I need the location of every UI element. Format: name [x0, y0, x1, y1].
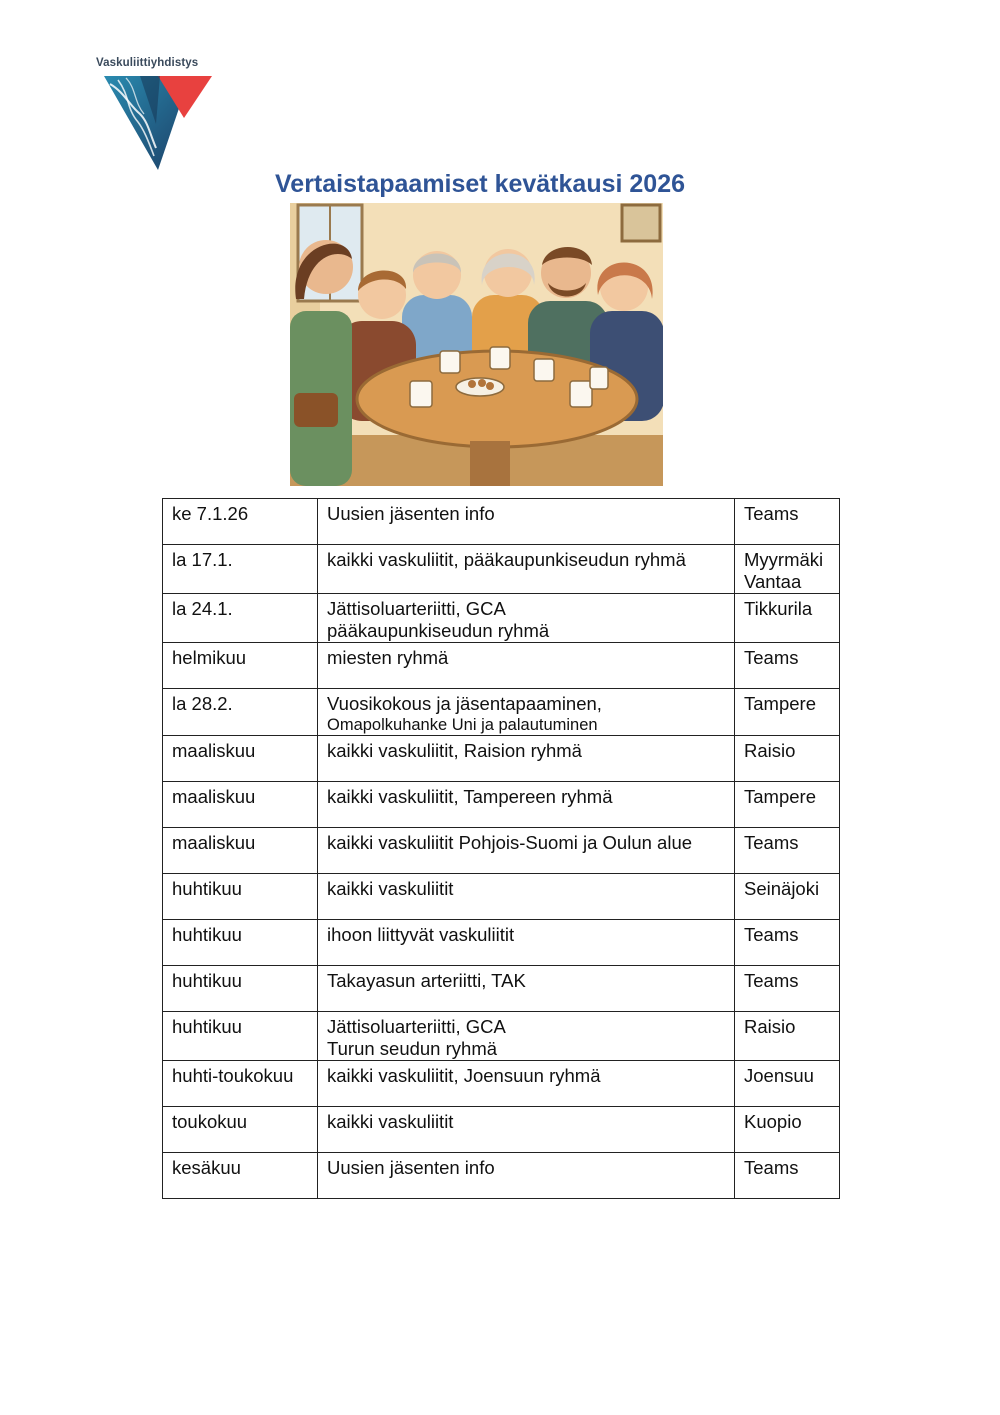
location-line: Joensuu	[744, 1065, 814, 1086]
location-line: Tikkurila	[744, 598, 813, 619]
description-line: Vuosikokous ja jäsentapaaminen,	[327, 693, 602, 714]
description-line: Turun seudun ryhmä	[327, 1038, 498, 1059]
page-title: Vertaistapaamiset kevätkausi 2026	[275, 170, 685, 198]
description-line: kaikki vaskuliitit Pohjois-Suomi ja Oulun alue	[327, 832, 693, 853]
table-row	[163, 1153, 840, 1199]
location-line: Vantaa	[744, 571, 802, 592]
description-line: kaikki vaskuliitit, Joensuun ryhmä	[327, 1065, 601, 1086]
table-row	[163, 594, 840, 643]
description-cell	[318, 689, 735, 736]
location-line: Tampere	[744, 786, 816, 807]
location-cell	[735, 920, 840, 966]
location-cell	[735, 1107, 840, 1153]
date-cell: maaliskuu	[163, 828, 318, 874]
location-line: Tampere	[744, 693, 816, 714]
description-line: kaikki vaskuliitit, Raision ryhmä	[327, 740, 582, 761]
description-line: pääkaupunkiseudun ryhmä	[327, 620, 550, 641]
location-line: Raisio	[744, 740, 796, 761]
description-cell	[318, 828, 735, 874]
location-line: Teams	[744, 924, 799, 945]
location-line: Seinäjoki	[744, 878, 820, 899]
location-cell	[735, 874, 840, 920]
date-cell: huhtikuu	[163, 1012, 318, 1061]
location-cell	[735, 966, 840, 1012]
location-cell	[735, 1012, 840, 1061]
location-cell	[735, 689, 840, 736]
description-line: kaikki vaskuliitit, pääkaupunkiseudun ryhmä	[327, 549, 686, 570]
date-cell: huhtikuu	[163, 874, 318, 920]
table-row	[163, 499, 840, 545]
logo-v-mark-icon	[100, 74, 212, 172]
table-row	[163, 689, 840, 736]
table-row	[163, 643, 840, 689]
organization-logo	[94, 57, 218, 175]
description-cell	[318, 1061, 735, 1107]
description-line: Uusien jäsenten info	[327, 503, 495, 524]
location-line: Teams	[744, 647, 799, 668]
description-cell	[318, 1153, 735, 1199]
location-cell	[735, 545, 840, 594]
table-row	[163, 920, 840, 966]
location-line: Raisio	[744, 1016, 796, 1037]
location-cell	[735, 1061, 840, 1107]
description-line: Uusien jäsenten info	[327, 1157, 495, 1178]
location-line: Teams	[744, 1157, 799, 1178]
date-cell: la 28.2.	[163, 689, 318, 736]
location-cell	[735, 594, 840, 643]
location-line: Teams	[744, 503, 799, 524]
location-cell	[735, 499, 840, 545]
table-row	[163, 545, 840, 594]
description-subline: Omapolkuhanke Uni ja palautuminen	[327, 716, 598, 734]
description-cell	[318, 643, 735, 689]
description-cell	[318, 874, 735, 920]
description-line: ihoon liittyvät vaskuliitit	[327, 924, 515, 945]
description-cell	[318, 594, 735, 643]
description-cell	[318, 545, 735, 594]
description-cell	[318, 1012, 735, 1061]
date-cell: huhti-toukokuu	[163, 1061, 318, 1107]
table-row	[163, 828, 840, 874]
description-line: kaikki vaskuliitit, Tampereen ryhmä	[327, 786, 613, 807]
date-cell: toukokuu	[163, 1107, 318, 1153]
date-cell: huhtikuu	[163, 920, 318, 966]
table-row	[163, 1107, 840, 1153]
table-row	[163, 874, 840, 920]
logo-text: Vaskuliittiyhdistys	[96, 57, 199, 69]
table-row	[163, 1061, 840, 1107]
description-line: Jättisoluarteriitti, GCA	[327, 1016, 506, 1037]
table-row	[163, 1012, 840, 1061]
location-cell	[735, 782, 840, 828]
table-row	[163, 782, 840, 828]
location-line: Myyrmäki	[744, 549, 824, 570]
date-cell: helmikuu	[163, 643, 318, 689]
description-cell	[318, 782, 735, 828]
date-cell: la 17.1.	[163, 545, 318, 594]
location-line: Kuopio	[744, 1111, 802, 1132]
description-line: miesten ryhmä	[327, 647, 449, 668]
location-line: Teams	[744, 970, 799, 991]
date-cell: maaliskuu	[163, 782, 318, 828]
description-cell	[318, 966, 735, 1012]
location-cell	[735, 643, 840, 689]
description-cell	[318, 499, 735, 545]
date-cell: kesäkuu	[163, 1153, 318, 1199]
description-cell	[318, 736, 735, 782]
description-line: kaikki vaskuliitit	[327, 878, 454, 899]
description-cell	[318, 920, 735, 966]
date-cell: huhtikuu	[163, 966, 318, 1012]
location-cell	[735, 1153, 840, 1199]
table-row	[163, 736, 840, 782]
date-cell: la 24.1.	[163, 594, 318, 643]
description-cell	[318, 1107, 735, 1153]
date-cell: ke 7.1.26	[163, 499, 318, 545]
location-line: Teams	[744, 832, 799, 853]
table-row	[163, 966, 840, 1012]
description-line: Jättisoluarteriitti, GCA	[327, 598, 506, 619]
date-cell: maaliskuu	[163, 736, 318, 782]
description-line: Takayasun arteriitti, TAK	[327, 970, 526, 991]
schedule-table	[162, 498, 840, 1199]
location-cell	[735, 828, 840, 874]
description-line: kaikki vaskuliitit	[327, 1111, 454, 1132]
peer-group-illustration	[290, 203, 663, 486]
location-cell	[735, 736, 840, 782]
